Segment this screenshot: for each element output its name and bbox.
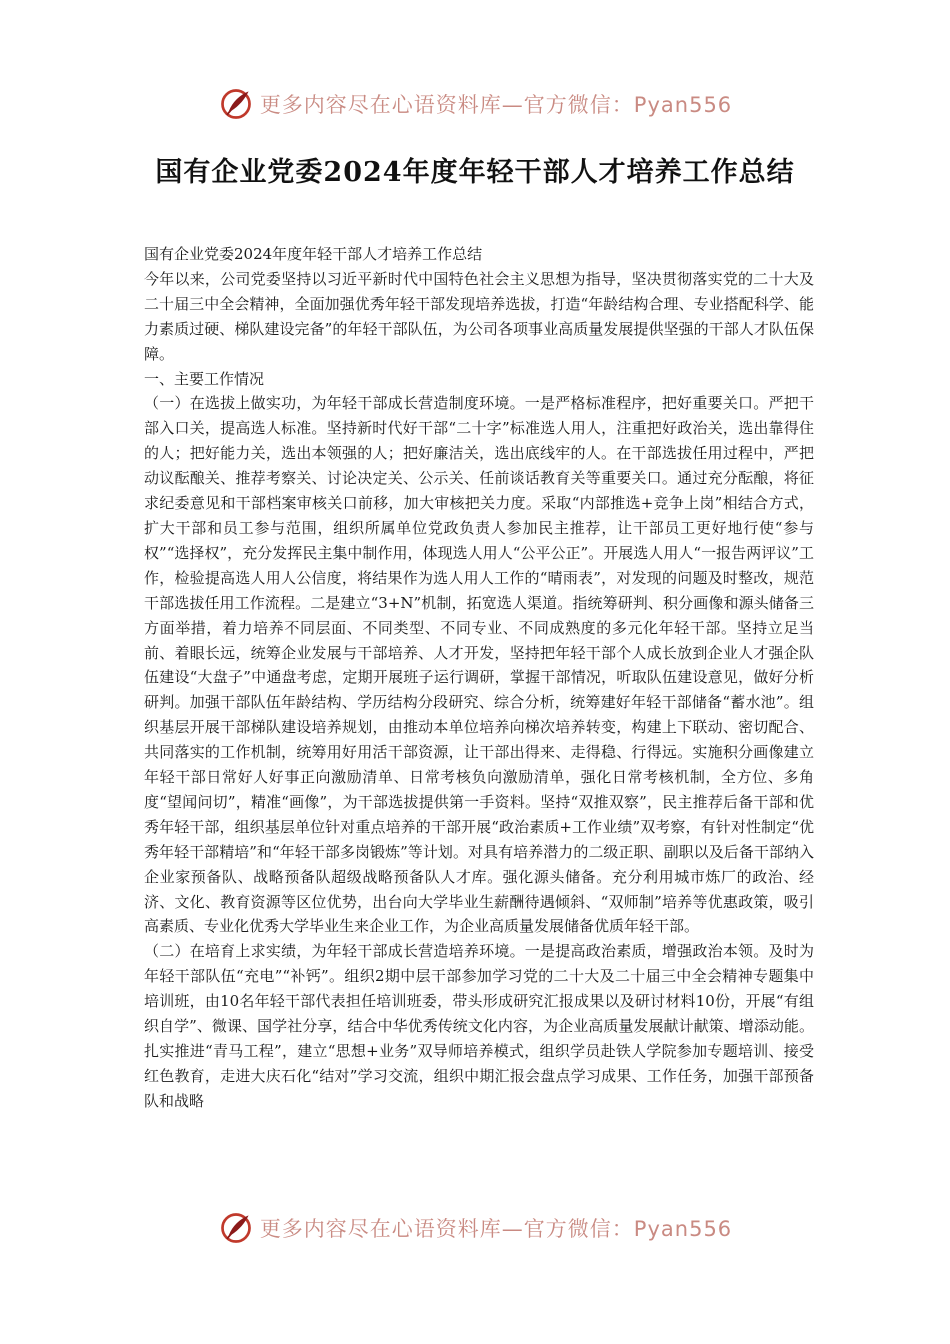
feather-quill-icon [218, 1210, 254, 1246]
watermark-banner-bottom [0, 1206, 950, 1250]
feather-quill-icon [218, 86, 254, 122]
body-paragraph-intro: 今年以来，公司党委坚持以习近平新时代中国特色社会主义思想为指导，坚决贯彻落实党的二十大及二十届三中全会精神，全面加强优秀年轻干部发现培养选拔，打造“年龄结构合理、专业搭配科学、能力素质过硬、梯队建设完备”的年轻干部队伍，为公司各项事业高质量发展提供坚强的干部人才队伍保障。 [144, 269, 814, 363]
watermark-banner-top [0, 82, 950, 126]
document-body [144, 242, 814, 1114]
body-paragraph-cultivation: （二）在培育上求实绩，为年轻干部成长营造培养环境。一是提高政治素质，增强政治本领。及时为年轻干部队伍“充电”“补钙”。组织2期中层干部参加学习党的二十大及二十届三中全会精神专题集中培训班，由10名年轻干部代表担任培训班委，带头形成研究汇报成果以及研讨材料10份，开展“有组织自学”、微课、国学社分享，结合中华优秀传统文化内容，为企业高质量发展献计献策、增添动能。扎实推进“青马工程”，建立“思想+业务”双导师培养模式，组织学员赴铁人学院参加专题培训、接受红色教育，走进大庆石化“结对”学习交流，组织中期汇报会盘点学习成果、工作任务，加强干部预备队和战略 [144, 942, 814, 1110]
document-title: 国有企业党委2024年度年轻干部人才培养工作总结 [155, 157, 795, 188]
watermark-text: 更多内容尽在心语资料库—官方微信：Pyan556 [259, 1217, 733, 1241]
section-heading: 一、主要工作情况 [144, 369, 265, 388]
body-paragraph-selection: （一）在选拔上做实功，为年轻干部成长营造制度环境。一是严格标准程序，把好重要关口。严把干部入口关，提高选人标准。坚持新时代好干部“二十字”标准选人用人，注重把好政治关，选出靠得住的人；把好能力关，选出本领强的人；把好廉洁关，选出底线牢的人。在干部选拔任用过程中，严把动议酝酿关、推荐考察关、讨论决定关、公示关、任前谈话教育关等重要关口。通过充分酝酿，将征求纪委意见和干部档案审核关口前移，加大审核把关力度。采取“内部推选+竞争上岗”相结合方式，扩大干部和员工参与范围，组织所属单位党政负责人参加民主推荐，让干部员工更好地行使“参与权”“选择权”，充分发挥民主集中制作用，体现选人用人“公平公正”。开展选人用人“一报告两评议”工作，检验提高选人用人公信度，将结果作为选人用人工作的“晴雨表”，对发现的问题及时整改，规范干部选拔任用工作流程。二是建立“3+N”机制，拓宽选人渠道。指统筹研判、积分画像和源头储备三方面举措，着力培养不同层面、不同类型、不同专业、不同成熟度的多元化年轻干部。坚持立足当前、着眼长远，统筹企业发展与干部培养、人才开发，坚持把年轻干部个人成长放到企业人才强企队伍建设“大盘子”中通盘考虑，定期开展班子运行调研，掌握干部情况，听取队伍建设意见，做好分析研判。加强干部队伍年龄结构、学历结构分段研究、综合分析，统筹建好年轻干部储备“蓄水池”。组织基层开展干部梯队建设培养规划，由推动本单位培养向梯次培养转变，构建上下联动、密切配合、共同落实的工作机制，统筹用好用活干部资源，让干部出得来、走得稳、行得远。实施积分画像建立年轻干部日常好人好事正向激励清单、日常考核负向激励清单，强化日常考核机制，全方位、多角度“望闻问切”，精准“画像”，为干部选拔提供第一手资料。坚持“双推双察”，民主推荐后备干部和优秀年轻干部，组织基层单位针对重点培养的干部开展“政治素质+工作业绩”双考察，有针对性制定“优秀年轻干部精培”和“年轻干部多岗锻炼”等计划。对具有培养潜力的二级正职、副职以及后备干部纳入企业家预备队、战略预备队超级战略预备队人才库。强化源头储备。充分利用城市炼厂的政治、经济、文化、教育资源等区位优势，出台向大学毕业生薪酬待遇倾斜、“双师制”培养等优惠政策，吸引高素质、专业化优秀大学毕业生来企业工作，为企业高质量发展储备优质年轻干部。 [144, 394, 814, 936]
body-paragraph-heading: 国有企业党委2024年度年轻干部人才培养工作总结 [144, 245, 483, 263]
watermark-text: 更多内容尽在心语资料库—官方微信：Pyan556 [259, 93, 733, 117]
